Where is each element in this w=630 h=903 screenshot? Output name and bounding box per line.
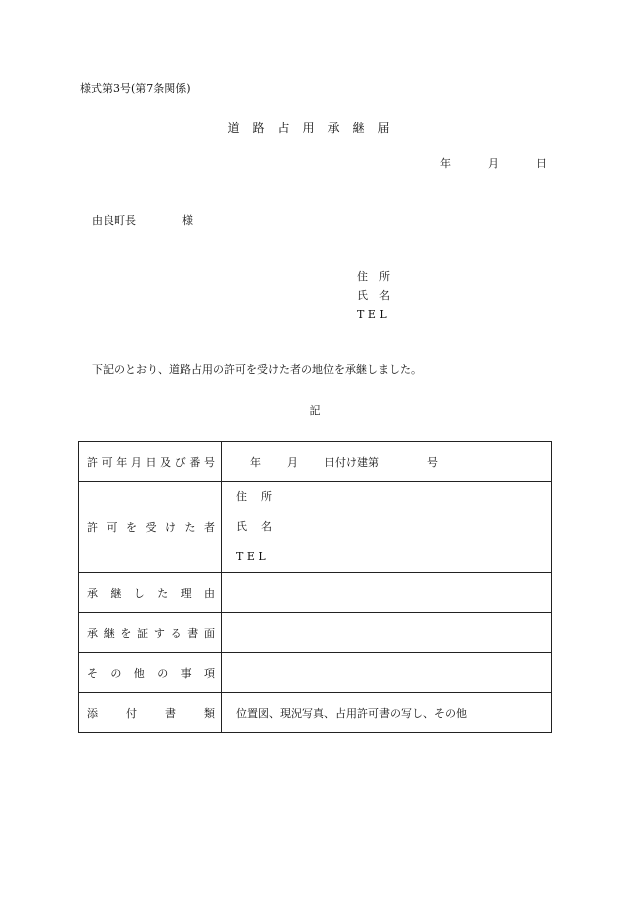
addressee-name: 由良町長: [92, 214, 136, 227]
row-label-succession-reason: 承継した理由: [79, 573, 222, 613]
holder-address-label-2: 所: [261, 490, 272, 503]
holder-name-label-2: 名: [261, 520, 272, 533]
row-label-permit-date: 許可年月日及び番号: [79, 442, 222, 482]
form-number: 様式第3号(第7条関係): [80, 82, 191, 95]
table-row: [79, 442, 552, 482]
addressee-honorific: 様: [182, 214, 193, 227]
date-year: 年: [440, 157, 451, 170]
row-value-succession-proof[interactable]: [222, 613, 552, 653]
row-label-succession-proof: 承継を証する書面: [79, 613, 222, 653]
table-row: [79, 573, 552, 613]
permit-month: 月: [287, 455, 298, 469]
document-title: [0, 119, 630, 136]
holder-tel-label: T E L: [236, 550, 266, 563]
table-row: [79, 693, 552, 733]
row-label-permit-holder: 許可を受けた者: [79, 482, 222, 573]
table-row: [79, 613, 552, 653]
permit-date-suffix: 日付け建第: [324, 455, 379, 469]
date-line: [440, 155, 547, 171]
row-value-permit-date: [222, 442, 552, 482]
row-value-permit-holder: [222, 482, 552, 573]
info-table: [78, 441, 552, 733]
row-value-attachments: 位置図、現況写真、占用許可書の写し、その他: [222, 693, 552, 733]
row-label-attachments: 添付書類: [79, 693, 222, 733]
permit-year: 年: [250, 455, 261, 469]
body-statement: 下記のとおり、道路占用の許可を受けた者の地位を承継しました。: [92, 363, 422, 376]
applicant-name-label: 氏 名: [357, 289, 390, 302]
permit-number-suffix: 号: [427, 455, 438, 469]
applicant-tel-label: T E L: [357, 308, 387, 321]
row-label-other-matters: その他の事項: [79, 653, 222, 693]
date-day: 日: [536, 157, 547, 170]
addressee: [92, 212, 193, 228]
holder-name-label: 氏: [236, 520, 247, 533]
applicant-address-label: 住 所: [357, 270, 390, 283]
ki-mark: 記: [309, 404, 321, 417]
row-value-other-matters[interactable]: [222, 653, 552, 693]
date-month: 月: [488, 157, 499, 170]
applicant-block: [357, 267, 390, 324]
document-title-text: 道路占用承継届: [227, 121, 403, 135]
row-value-succession-reason[interactable]: [222, 573, 552, 613]
table-row: [79, 482, 552, 573]
table-row: [79, 653, 552, 693]
holder-address-label: 住: [236, 490, 247, 503]
